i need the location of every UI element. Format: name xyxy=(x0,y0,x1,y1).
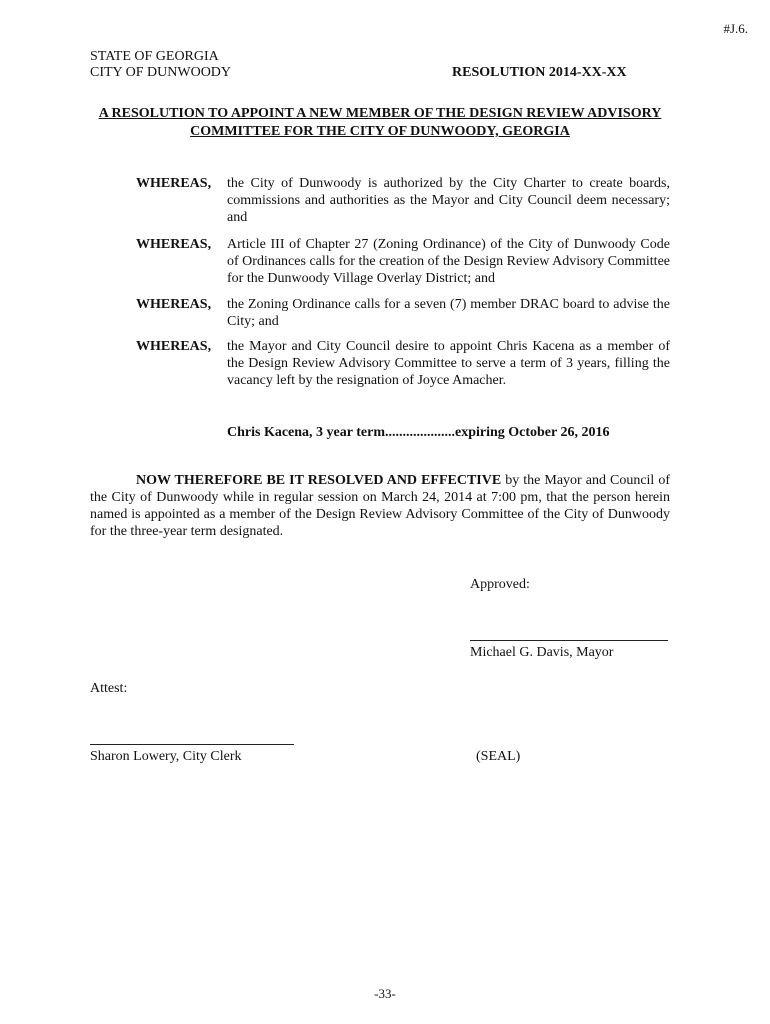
whereas-clause: the Zoning Ordinance calls for a seven (7) member DRAC board to advise the City; and xyxy=(227,297,670,329)
page-reference: #J.6. xyxy=(723,21,748,36)
whereas-clause: the Mayor and City Council desire to appoint Chris Kacena as a member of the Design Review Advisory Committee to serve a term of 3 years, filling the vacancy left by the resignation of Joyce Amacher. xyxy=(227,339,670,388)
whereas-label: WHEREAS, xyxy=(136,339,212,354)
resolution-number: RESOLUTION 2014-XX-XX xyxy=(452,65,627,80)
seal-label: (SEAL) xyxy=(476,749,521,764)
appointment-term: Chris Kacena, 3 year term....................expiring October 26, 2016 xyxy=(227,425,610,440)
state-name: STATE OF GEORGIA xyxy=(90,49,219,64)
page-number: -33- xyxy=(374,986,396,1001)
approved-label: Approved: xyxy=(470,577,530,592)
mayor-signature-line xyxy=(470,640,668,641)
resolved-lead: NOW THEREFORE BE IT RESOLVED AND EFFECTIVE xyxy=(136,473,502,488)
mayor-name: Michael G. Davis, Mayor xyxy=(470,645,614,660)
resolved-paragraph xyxy=(90,472,670,540)
whereas-label: WHEREAS, xyxy=(136,176,212,191)
city-name: CITY OF DUNWOODY xyxy=(90,65,232,80)
whereas-clause: the City of Dunwoody is authorized by the City Charter to create boards, commissions and authorities as the Mayor and City Council deem necessary; and xyxy=(227,176,670,225)
whereas-clause: Article III of Chapter 27 (Zoning Ordinance) of the City of Dunwoody Code of Ordinances calls for the creation of the Design Review Advisory Committee for the Dunwoody Village Overlay District; and xyxy=(227,237,670,286)
whereas-label: WHEREAS, xyxy=(136,297,212,312)
whereas-label: WHEREAS, xyxy=(136,237,212,252)
clerk-name: Sharon Lowery, City Clerk xyxy=(90,749,242,764)
resolution-title: A RESOLUTION TO APPOINT A NEW MEMBER OF THE DESIGN REVIEW ADVISORY COMMITTEE FOR THE CITY OF DUNWOODY, GEORGIA xyxy=(98,106,662,139)
attest-label: Attest: xyxy=(90,681,128,696)
clerk-signature-line xyxy=(90,744,294,745)
resolved-text: by the Mayor and Council of the City of Dunwoody while in regular session on March 24, 2014 at 7:00 pm, that the person herein named is appointed as a member of the Design Review Advisory Committee of the City of Dunwoody for the three-year term designated. xyxy=(90,473,671,539)
